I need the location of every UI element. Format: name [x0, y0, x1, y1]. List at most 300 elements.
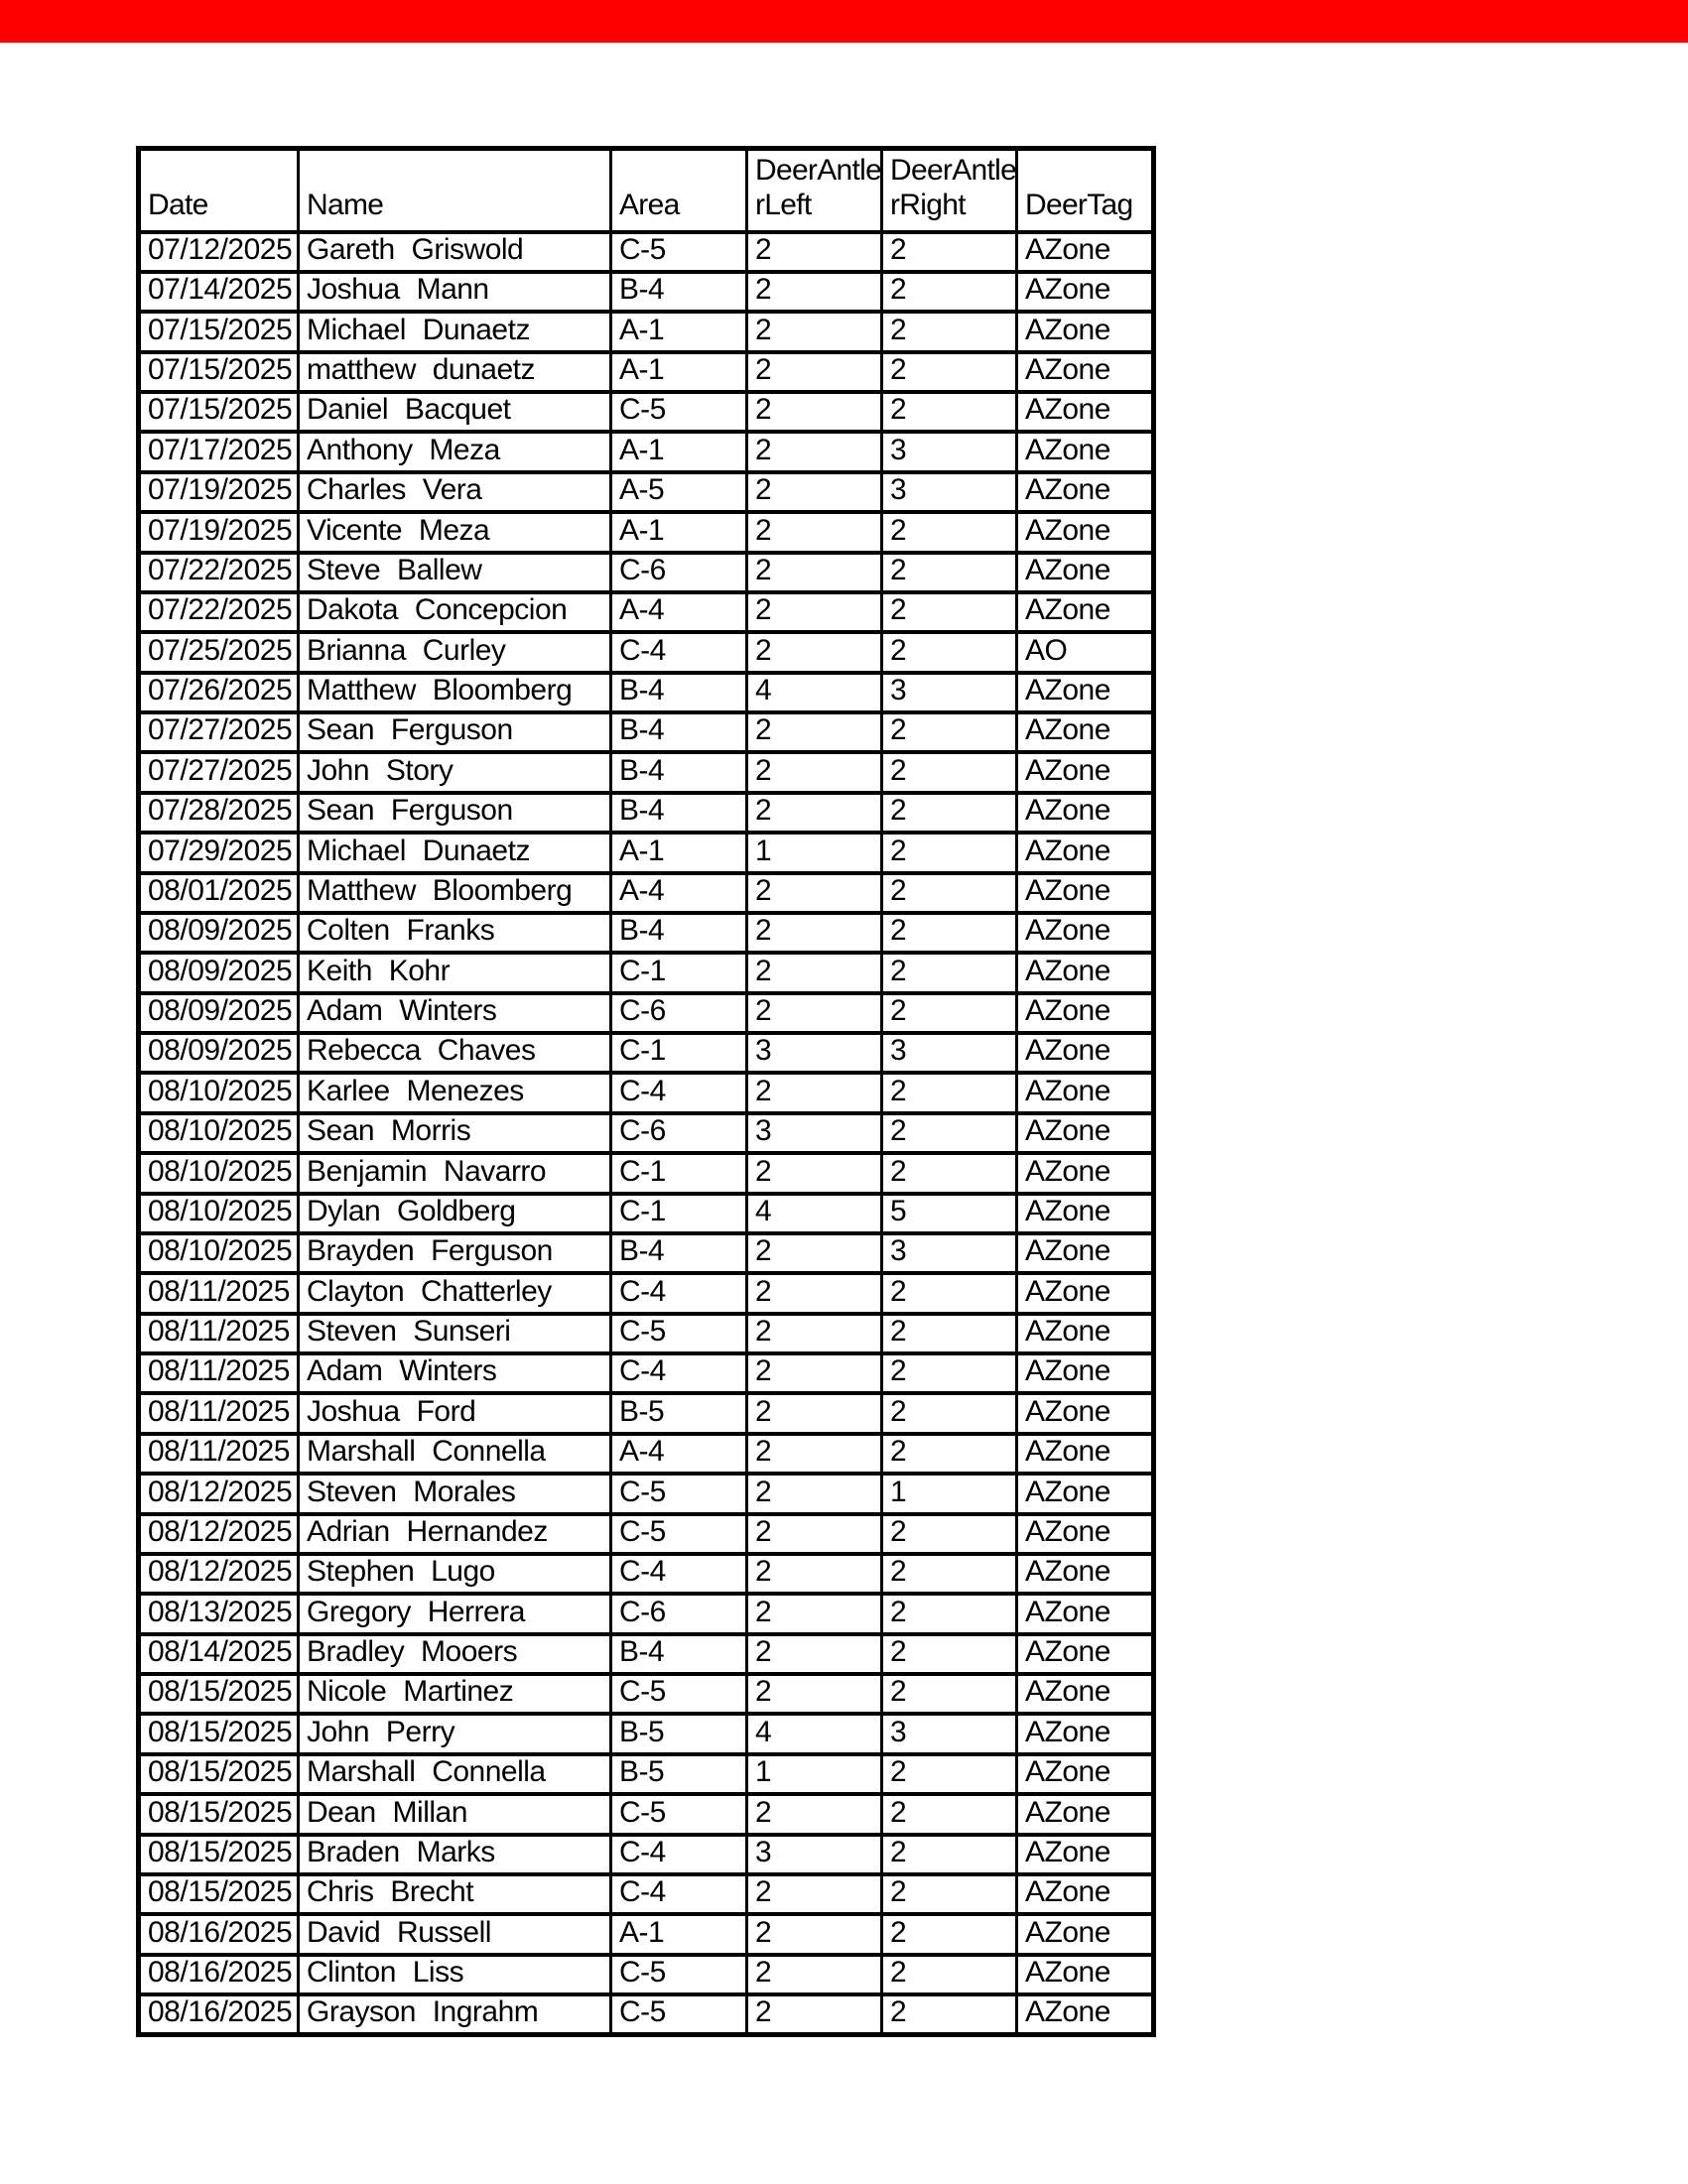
cell-antler_left: 2 — [747, 953, 882, 992]
cell-area: C-4 — [611, 1874, 747, 1914]
cell-area: C-4 — [611, 1554, 747, 1594]
cell-antler_left: 2 — [747, 1594, 882, 1633]
cell-antler_right: 2 — [882, 312, 1017, 351]
cell-date: 07/19/2025 — [139, 512, 299, 552]
cell-tag: AZone — [1017, 953, 1154, 992]
column-header-date — [139, 149, 299, 232]
cell-antler_right: 2 — [882, 1835, 1017, 1874]
cell-tag: AZone — [1017, 1474, 1154, 1513]
table-row — [139, 1033, 1154, 1073]
cell-antler_right: 3 — [882, 432, 1017, 471]
cell-date: 08/16/2025 — [139, 1955, 299, 1994]
cell-tag: AZone — [1017, 1073, 1154, 1112]
cell-antler_right: 2 — [882, 232, 1017, 272]
cell-antler_left: 2 — [747, 1314, 882, 1353]
cell-tag: AZone — [1017, 993, 1154, 1033]
cell-antler_left: 1 — [747, 1754, 882, 1794]
cell-date: 08/11/2025 — [139, 1353, 299, 1393]
table-row — [139, 1474, 1154, 1513]
cell-antler_right: 2 — [882, 1914, 1017, 1954]
cell-date: 07/26/2025 — [139, 673, 299, 712]
table-row — [139, 1714, 1154, 1753]
cell-area: A-1 — [611, 432, 747, 471]
column-header-name — [299, 149, 611, 232]
cell-antler_right: 2 — [882, 632, 1017, 672]
cell-name: Dylan Goldberg — [299, 1194, 611, 1233]
cell-area: B-4 — [611, 913, 747, 953]
cell-area: C-4 — [611, 1073, 747, 1112]
cell-antler_right: 2 — [882, 272, 1017, 312]
cell-antler_right: 1 — [882, 1474, 1017, 1513]
cell-antler_right: 3 — [882, 1033, 1017, 1073]
cell-antler_left: 2 — [747, 1434, 882, 1474]
table-row — [139, 1153, 1154, 1193]
column-header-antler_left — [747, 149, 882, 232]
cell-antler_right: 2 — [882, 1994, 1017, 2035]
cell-antler_left: 2 — [747, 1153, 882, 1193]
cell-antler_left: 4 — [747, 1714, 882, 1753]
column-header-label: DeerAntle — [890, 153, 1017, 187]
cell-date: 08/15/2025 — [139, 1714, 299, 1753]
cell-antler_left: 2 — [747, 312, 882, 351]
cell-name: Keith Kohr — [299, 953, 611, 992]
cell-date: 07/15/2025 — [139, 352, 299, 392]
cell-date: 08/15/2025 — [139, 1874, 299, 1914]
cell-antler_left: 2 — [747, 1674, 882, 1714]
cell-name: Karlee Menezes — [299, 1073, 611, 1112]
cell-antler_left: 2 — [747, 1794, 882, 1834]
cell-tag: AZone — [1017, 1233, 1154, 1273]
cell-antler_left: 2 — [747, 913, 882, 953]
cell-date: 08/15/2025 — [139, 1835, 299, 1874]
cell-tag: AZone — [1017, 1554, 1154, 1594]
table-header — [139, 149, 1154, 232]
cell-antler_left: 2 — [747, 1554, 882, 1594]
cell-antler_right: 2 — [882, 1594, 1017, 1633]
cell-area: C-6 — [611, 993, 747, 1033]
cell-date: 07/19/2025 — [139, 472, 299, 512]
cell-date: 08/01/2025 — [139, 873, 299, 913]
cell-date: 07/14/2025 — [139, 272, 299, 312]
cell-tag: AZone — [1017, 1835, 1154, 1874]
cell-area: B-5 — [611, 1754, 747, 1794]
cell-antler_left: 2 — [747, 1353, 882, 1393]
cell-date: 08/09/2025 — [139, 913, 299, 953]
cell-area: C-4 — [611, 1835, 747, 1874]
cell-antler_left: 2 — [747, 873, 882, 913]
cell-name: Gareth Griswold — [299, 232, 611, 272]
cell-name: Sean Ferguson — [299, 793, 611, 833]
cell-area: A-1 — [611, 833, 747, 872]
table-row — [139, 993, 1154, 1033]
cell-antler_left: 2 — [747, 432, 882, 471]
cell-antler_left: 2 — [747, 632, 882, 672]
table-row — [139, 553, 1154, 592]
cell-tag: AZone — [1017, 1955, 1154, 1994]
cell-name: Daniel Bacquet — [299, 392, 611, 432]
cell-date: 08/10/2025 — [139, 1073, 299, 1112]
cell-area: C-4 — [611, 1273, 747, 1313]
table-row — [139, 1955, 1154, 1994]
cell-antler_left: 2 — [747, 392, 882, 432]
cell-antler_right: 3 — [882, 1714, 1017, 1753]
cell-name: Michael Dunaetz — [299, 833, 611, 872]
cell-area: B-5 — [611, 1393, 747, 1433]
table-row — [139, 392, 1154, 432]
cell-tag: AZone — [1017, 1674, 1154, 1714]
cell-antler_right: 2 — [882, 512, 1017, 552]
cell-date: 07/29/2025 — [139, 833, 299, 872]
table-row — [139, 1113, 1154, 1153]
cell-antler_right: 2 — [882, 1353, 1017, 1393]
cell-antler_left: 2 — [747, 1273, 882, 1313]
cell-tag: AZone — [1017, 673, 1154, 712]
cell-tag: AZone — [1017, 1514, 1154, 1554]
cell-date: 08/14/2025 — [139, 1634, 299, 1674]
cell-name: Steve Ballew — [299, 553, 611, 592]
cell-antler_right: 2 — [882, 1874, 1017, 1914]
cell-tag: AZone — [1017, 232, 1154, 272]
cell-area: C-1 — [611, 1194, 747, 1233]
cell-name: Vicente Meza — [299, 512, 611, 552]
cell-area: C-5 — [611, 1474, 747, 1513]
table-row — [139, 1434, 1154, 1474]
table-row — [139, 793, 1154, 833]
cell-area: A-4 — [611, 873, 747, 913]
cell-area: C-1 — [611, 1153, 747, 1193]
cell-tag: AZone — [1017, 1314, 1154, 1353]
table-row — [139, 232, 1154, 272]
cell-name: John Perry — [299, 1714, 611, 1753]
cell-area: C-5 — [611, 1314, 747, 1353]
cell-tag: AZone — [1017, 1754, 1154, 1794]
table-row — [139, 272, 1154, 312]
cell-date: 08/09/2025 — [139, 993, 299, 1033]
cell-date: 07/22/2025 — [139, 553, 299, 592]
cell-name: John Story — [299, 752, 611, 792]
cell-tag: AZone — [1017, 1914, 1154, 1954]
cell-area: C-5 — [611, 1514, 747, 1554]
cell-area: B-5 — [611, 1714, 747, 1753]
cell-date: 08/11/2025 — [139, 1273, 299, 1313]
cell-date: 08/13/2025 — [139, 1594, 299, 1633]
column-header-antler_right — [882, 149, 1017, 232]
cell-name: Gregory Herrera — [299, 1594, 611, 1633]
cell-date: 07/25/2025 — [139, 632, 299, 672]
cell-antler_left: 3 — [747, 1033, 882, 1073]
cell-date: 08/15/2025 — [139, 1674, 299, 1714]
cell-name: Michael Dunaetz — [299, 312, 611, 351]
cell-antler_right: 3 — [882, 673, 1017, 712]
cell-area: C-1 — [611, 1033, 747, 1073]
table-row — [139, 1353, 1154, 1393]
cell-name: Nicole Martinez — [299, 1674, 611, 1714]
cell-antler_left: 2 — [747, 1955, 882, 1994]
cell-tag: AZone — [1017, 512, 1154, 552]
cell-date: 08/12/2025 — [139, 1474, 299, 1513]
cell-name: Chris Brecht — [299, 1874, 611, 1914]
cell-name: Clinton Liss — [299, 1955, 611, 1994]
column-header-label: rRight — [890, 188, 966, 221]
cell-antler_right: 2 — [882, 793, 1017, 833]
cell-area: B-4 — [611, 673, 747, 712]
cell-date: 08/11/2025 — [139, 1434, 299, 1474]
column-header-label: DeerTag — [1025, 188, 1133, 221]
cell-antler_right: 2 — [882, 1153, 1017, 1193]
cell-area: B-4 — [611, 793, 747, 833]
table-row — [139, 352, 1154, 392]
cell-tag: AZone — [1017, 1594, 1154, 1633]
table-row — [139, 913, 1154, 953]
cell-antler_right: 5 — [882, 1194, 1017, 1233]
cell-name: Benjamin Navarro — [299, 1153, 611, 1193]
table-row — [139, 833, 1154, 872]
cell-tag: AZone — [1017, 873, 1154, 913]
table-row — [139, 1914, 1154, 1954]
cell-antler_right: 2 — [882, 1393, 1017, 1433]
table-row — [139, 1073, 1154, 1112]
cell-date: 07/15/2025 — [139, 392, 299, 432]
cell-area: A-1 — [611, 512, 747, 552]
cell-name: Colten Franks — [299, 913, 611, 953]
cell-antler_right: 2 — [882, 712, 1017, 752]
table-row — [139, 1594, 1154, 1633]
cell-antler_right: 3 — [882, 472, 1017, 512]
cell-antler_right: 2 — [882, 1674, 1017, 1714]
cell-date: 08/10/2025 — [139, 1194, 299, 1233]
top-red-banner — [0, 0, 1688, 43]
cell-name: Brianna Curley — [299, 632, 611, 672]
cell-area: C-1 — [611, 953, 747, 992]
table-row — [139, 712, 1154, 752]
table-row — [139, 1674, 1154, 1714]
column-header-label: Area — [619, 188, 680, 221]
cell-date: 08/10/2025 — [139, 1153, 299, 1193]
table-row — [139, 432, 1154, 471]
table-row — [139, 1874, 1154, 1914]
cell-antler_left: 2 — [747, 1514, 882, 1554]
column-header-label: Date — [148, 188, 208, 221]
cell-tag: AZone — [1017, 1194, 1154, 1233]
cell-antler_right: 2 — [882, 1434, 1017, 1474]
cell-name: Joshua Mann — [299, 272, 611, 312]
cell-antler_right: 2 — [882, 352, 1017, 392]
table-row — [139, 592, 1154, 632]
cell-area: C-6 — [611, 1113, 747, 1153]
cell-date: 08/09/2025 — [139, 1033, 299, 1073]
table-row — [139, 1514, 1154, 1554]
cell-area: B-4 — [611, 712, 747, 752]
table-row — [139, 673, 1154, 712]
cell-tag: AZone — [1017, 553, 1154, 592]
cell-tag: AZone — [1017, 712, 1154, 752]
cell-antler_right: 2 — [882, 1514, 1017, 1554]
cell-area: B-4 — [611, 1634, 747, 1674]
cell-tag: AZone — [1017, 1634, 1154, 1674]
cell-tag: AZone — [1017, 1794, 1154, 1834]
cell-antler_left: 2 — [747, 1233, 882, 1273]
cell-area: C-5 — [611, 1994, 747, 2035]
table-row — [139, 1393, 1154, 1433]
cell-antler_left: 2 — [747, 1393, 882, 1433]
cell-date: 08/12/2025 — [139, 1554, 299, 1594]
cell-antler_left: 2 — [747, 1994, 882, 2035]
table-row — [139, 472, 1154, 512]
cell-name: Adrian Hernandez — [299, 1514, 611, 1554]
cell-area: B-4 — [611, 1233, 747, 1273]
cell-tag: AZone — [1017, 352, 1154, 392]
cell-tag: AZone — [1017, 1033, 1154, 1073]
cell-antler_right: 2 — [882, 1554, 1017, 1594]
cell-antler_left: 2 — [747, 712, 882, 752]
cell-area: C-6 — [611, 553, 747, 592]
cell-antler_left: 2 — [747, 1634, 882, 1674]
cell-tag: AZone — [1017, 592, 1154, 632]
cell-antler_left: 2 — [747, 592, 882, 632]
cell-area: B-4 — [611, 752, 747, 792]
cell-antler_left: 2 — [747, 1914, 882, 1954]
cell-antler_left: 2 — [747, 472, 882, 512]
cell-antler_left: 4 — [747, 673, 882, 712]
table-row — [139, 1794, 1154, 1834]
cell-tag: AZone — [1017, 913, 1154, 953]
cell-name: Rebecca Chaves — [299, 1033, 611, 1073]
cell-antler_left: 2 — [747, 1474, 882, 1513]
table-row — [139, 752, 1154, 792]
cell-date: 08/16/2025 — [139, 1914, 299, 1954]
cell-antler_right: 2 — [882, 993, 1017, 1033]
cell-name: matthew dunaetz — [299, 352, 611, 392]
cell-area: C-6 — [611, 1594, 747, 1633]
cell-area: A-5 — [611, 472, 747, 512]
cell-date: 08/09/2025 — [139, 953, 299, 992]
cell-date: 07/27/2025 — [139, 712, 299, 752]
cell-date: 08/16/2025 — [139, 1994, 299, 2035]
cell-antler_left: 3 — [747, 1113, 882, 1153]
cell-antler_left: 2 — [747, 352, 882, 392]
cell-date: 07/28/2025 — [139, 793, 299, 833]
cell-name: Joshua Ford — [299, 1393, 611, 1433]
cell-tag: AZone — [1017, 833, 1154, 872]
table-row — [139, 1314, 1154, 1353]
cell-antler_right: 2 — [882, 1634, 1017, 1674]
column-header-label: DeerAntle — [755, 153, 882, 187]
cell-antler_right: 2 — [882, 752, 1017, 792]
cell-antler_left: 2 — [747, 1874, 882, 1914]
cell-tag: AZone — [1017, 1353, 1154, 1393]
cell-area: C-5 — [611, 1955, 747, 1994]
cell-area: C-5 — [611, 1794, 747, 1834]
cell-name: Marshall Connella — [299, 1754, 611, 1794]
cell-name: Sean Ferguson — [299, 712, 611, 752]
cell-tag: AZone — [1017, 793, 1154, 833]
cell-antler_right: 2 — [882, 873, 1017, 913]
cell-antler_right: 2 — [882, 833, 1017, 872]
cell-tag: AZone — [1017, 1153, 1154, 1193]
cell-name: Brayden Ferguson — [299, 1233, 611, 1273]
cell-tag: AZone — [1017, 272, 1154, 312]
cell-date: 08/11/2025 — [139, 1314, 299, 1353]
cell-antler_right: 2 — [882, 553, 1017, 592]
cell-antler_right: 2 — [882, 913, 1017, 953]
cell-date: 08/10/2025 — [139, 1113, 299, 1153]
table-row — [139, 1233, 1154, 1273]
cell-antler_right: 3 — [882, 1233, 1017, 1273]
cell-antler_right: 2 — [882, 1073, 1017, 1112]
cell-tag: AZone — [1017, 392, 1154, 432]
cell-tag: AZone — [1017, 1273, 1154, 1313]
cell-area: A-1 — [611, 352, 747, 392]
cell-date: 08/15/2025 — [139, 1794, 299, 1834]
cell-antler_right: 2 — [882, 1273, 1017, 1313]
cell-name: Adam Winters — [299, 1353, 611, 1393]
cell-name: Dean Millan — [299, 1794, 611, 1834]
table-row — [139, 512, 1154, 552]
cell-antler_right: 2 — [882, 1314, 1017, 1353]
cell-date: 07/27/2025 — [139, 752, 299, 792]
cell-area: C-4 — [611, 632, 747, 672]
cell-date: 08/15/2025 — [139, 1754, 299, 1794]
table-row — [139, 1754, 1154, 1794]
cell-tag: AZone — [1017, 312, 1154, 351]
cell-name: Dakota Concepcion — [299, 592, 611, 632]
cell-antler_left: 2 — [747, 512, 882, 552]
cell-tag: AZone — [1017, 752, 1154, 792]
table-row — [139, 953, 1154, 992]
cell-tag: AZone — [1017, 1994, 1154, 2035]
cell-area: C-5 — [611, 1674, 747, 1714]
cell-antler_left: 2 — [747, 232, 882, 272]
cell-area: A-1 — [611, 312, 747, 351]
column-header-tag — [1017, 149, 1154, 232]
cell-date: 07/22/2025 — [139, 592, 299, 632]
cell-antler_right: 2 — [882, 1754, 1017, 1794]
cell-tag: AZone — [1017, 1434, 1154, 1474]
cell-area: A-1 — [611, 1914, 747, 1954]
table-row — [139, 1554, 1154, 1594]
cell-area: C-4 — [611, 1353, 747, 1393]
cell-antler_right: 2 — [882, 1794, 1017, 1834]
table-body — [139, 232, 1154, 2035]
cell-date: 07/17/2025 — [139, 432, 299, 471]
cell-date: 08/11/2025 — [139, 1393, 299, 1433]
cell-name: Bradley Mooers — [299, 1634, 611, 1674]
table-row — [139, 1634, 1154, 1674]
cell-tag: AZone — [1017, 1393, 1154, 1433]
cell-area: C-5 — [611, 392, 747, 432]
cell-name: Charles Vera — [299, 472, 611, 512]
cell-date: 08/12/2025 — [139, 1514, 299, 1554]
cell-area: B-4 — [611, 272, 747, 312]
cell-area: A-4 — [611, 592, 747, 632]
cell-antler_left: 4 — [747, 1194, 882, 1233]
cell-antler_right: 2 — [882, 392, 1017, 432]
cell-name: Matthew Bloomberg — [299, 873, 611, 913]
cell-antler_right: 2 — [882, 953, 1017, 992]
cell-area: A-4 — [611, 1434, 747, 1474]
cell-name: Clayton Chatterley — [299, 1273, 611, 1313]
cell-date: 07/15/2025 — [139, 312, 299, 351]
cell-area: C-5 — [611, 232, 747, 272]
cell-antler_left: 2 — [747, 793, 882, 833]
cell-name: Sean Morris — [299, 1113, 611, 1153]
cell-tag: AZone — [1017, 1874, 1154, 1914]
cell-tag: AZone — [1017, 1113, 1154, 1153]
cell-date: 07/12/2025 — [139, 232, 299, 272]
cell-name: Marshall Connella — [299, 1434, 611, 1474]
column-header-area — [611, 149, 747, 232]
cell-name: Anthony Meza — [299, 432, 611, 471]
